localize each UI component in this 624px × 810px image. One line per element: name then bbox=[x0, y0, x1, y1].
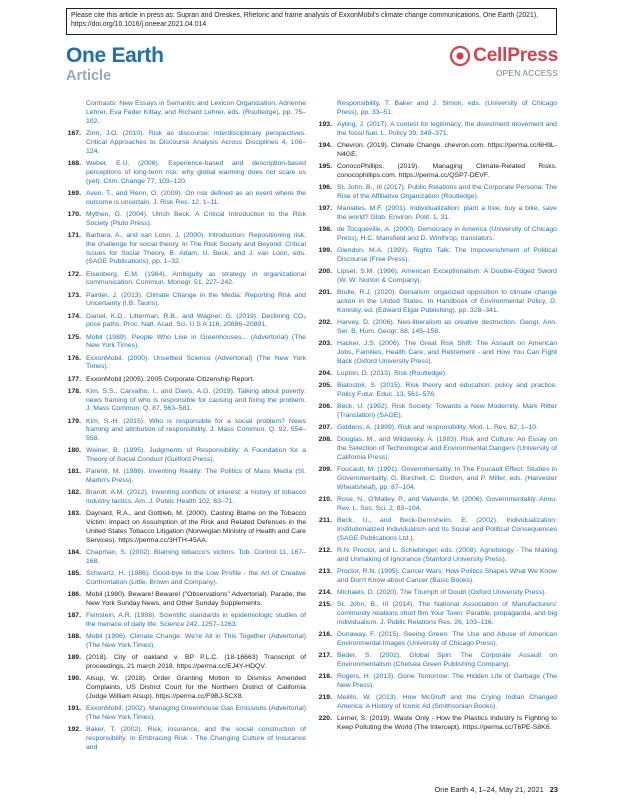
reference-number: 193. bbox=[318, 121, 332, 128]
reference-item bbox=[317, 424, 557, 433]
reference-item bbox=[66, 130, 306, 157]
references-left-column bbox=[66, 100, 306, 756]
reference-item bbox=[66, 292, 306, 310]
reference-number: 199. bbox=[318, 247, 332, 254]
reference-number: 170. bbox=[67, 210, 81, 218]
reference-text[interactable]: Mobil (1996). Climate Change: We're All in This Together (Advertorial) (The New York Times). bbox=[86, 633, 306, 650]
reference-number: 188. bbox=[67, 633, 81, 641]
reference-text[interactable]: St. John, B., III (2014). The National Association of Manufacturers' community relations short film Your Town: Parable, propaganda, and big individualism. J. Public Relations Res. 26, 103–116. bbox=[337, 600, 557, 626]
reference-number: 180. bbox=[67, 447, 81, 455]
reference-text[interactable]: Weiner, B. (1995). Judgments of Responsibility: A Foundation for a Theory of Social Conduct (Guilford Press). bbox=[86, 447, 306, 464]
reference-item bbox=[66, 211, 306, 229]
reference-text[interactable]: Hacker, J.S. (2006). The Great Risk Shift: The Assault on American Jobs, Families, Health Care, and Retirement - and How You Can Fight Back (Oxford University Press). bbox=[337, 339, 557, 365]
reference-number: 168. bbox=[67, 159, 81, 167]
reference-number: 210. bbox=[318, 495, 332, 503]
reference-text[interactable]: Maniates, M.F. (2001). Individualization: plant a tree, buy a bike, save the world? Glob. Environ. Polit. 1, 31. bbox=[337, 205, 557, 221]
reference-item bbox=[317, 517, 557, 544]
reference-text[interactable]: Chapman, S. (2002). Blaming tobacco's victims. Tob. Control 11, 167–168. bbox=[86, 549, 306, 566]
reference-text[interactable]: Lupton, D. (2013). Risk (Routledge). bbox=[337, 369, 447, 377]
reference-text[interactable]: de Tocqueville, A. (2000). Democracy in America (University of Chicago Press), H.C. Mansfield and D. Winthrop, translators. bbox=[337, 226, 557, 242]
reference-text[interactable]: Mobil (1989). People Who Live in Greenhouses... (Advertorial) (The New York Times). bbox=[86, 333, 306, 350]
reference-text[interactable]: Feinstein, A.R. (1988). Scientific standards in epidemiologic studies of the menace of daily life. Science 242, 1257–1263. bbox=[86, 612, 306, 629]
footer-citation: One Earth 4, 1–24, May 21, 2021 bbox=[434, 785, 544, 794]
reference-number: 171. bbox=[67, 231, 81, 239]
reference-number: 214. bbox=[318, 588, 332, 596]
reference-text: (2018). City of oakland v. BP P.L.C. (18-16663) Transcript of proceedings, 21 march 2018. https://perma.cc/EJ4Y-HDQV. bbox=[86, 654, 306, 671]
reference-item bbox=[317, 568, 557, 586]
reference-number: 176. bbox=[67, 354, 81, 362]
reference-text[interactable]: Beck, U., and Beck-Gernsheim, E. (2002). Individualization: Institutionalized Individualism and Its Social and Political Consequences (SAGE Publications Ltd.). bbox=[337, 516, 557, 542]
reference-item bbox=[66, 232, 306, 268]
reference-number: 178. bbox=[67, 387, 81, 395]
reference-item bbox=[66, 654, 306, 672]
reference-text[interactable]: Mythen, G. (2004). Ulrich Beck: A Critical Introduction to the Risk Society (Pluto Press). bbox=[86, 210, 306, 227]
reference-item bbox=[317, 601, 557, 628]
reference-number: 169. bbox=[67, 189, 81, 197]
reference-number: 197. bbox=[318, 205, 332, 212]
reference-item bbox=[317, 121, 557, 139]
reference-item bbox=[66, 468, 306, 486]
reference-number: 218. bbox=[318, 672, 332, 680]
reference-number: 195. bbox=[318, 163, 332, 170]
reference-item bbox=[317, 631, 557, 649]
reference-number: 167. bbox=[67, 129, 81, 137]
reference-number: 196. bbox=[318, 184, 332, 191]
reference-item bbox=[317, 289, 557, 316]
reference-number: 179. bbox=[67, 417, 81, 425]
reference-number: 173. bbox=[67, 291, 81, 299]
reference-text[interactable]: Proctor, R.N. (1995). Cancer Wars: How Politics Shapes What We Know and Don't Know about Cancer (Basic Books). bbox=[337, 567, 557, 584]
reference-item bbox=[66, 160, 306, 187]
reference-text[interactable]: Beder, S. (2002). Global Spin: The Corporate Assault on Environmentalism (Chelsea Green Publishing Company). bbox=[337, 651, 557, 668]
reference-text[interactable]: Aven, T., and Renn, O. (2009). On risk defined as an event where the outcome is uncertain. J. Risk Res. 12, 1–11. bbox=[86, 189, 306, 206]
reference-item bbox=[317, 496, 557, 514]
reference-item bbox=[317, 436, 557, 463]
reference-number: 201. bbox=[318, 289, 332, 296]
reference-item bbox=[317, 547, 557, 565]
reference-number: 174. bbox=[67, 312, 81, 320]
reference-text[interactable]: Barbara, A., and van Loon, J. (2000). Introduction: Repositioning risk; the challenge for social theory. In The Risk Society and Beyond: Critical Issues for Social Theory, B. Adam, U. Beck, and J. van Loon, eds. (SAGE Publications), pp. 1–32. bbox=[86, 231, 306, 266]
page-number: 23 bbox=[549, 785, 558, 794]
reference-item bbox=[66, 705, 306, 723]
reference-number: 211. bbox=[319, 516, 332, 524]
cellpress-icon bbox=[450, 46, 470, 66]
reference-text[interactable]: Daniel, K.D., Litterman, R.B., and Wagner, G. (2019). Declining CO₂ price paths. Proc. Natl. Acad. Sci. U S A 116, 20886–20891. bbox=[86, 312, 306, 329]
reference-text[interactable]: Zinn, J.O. (2010). Risk as discourse: interdisciplinary perspectives. Critical Approaches to Discourse Analysis Across Disciplines 4, 106–124. bbox=[86, 129, 306, 155]
reference-number: 190. bbox=[67, 675, 81, 683]
reference-text[interactable]: Eisenberg, E.M. (1984). Ambiguity as strategy in organizational communication. Commun. Monogr. 51, 227–242. bbox=[86, 270, 306, 287]
reference-text[interactable]: Parenti, M. (1986). Inventing Reality: The Politics of Mass Media (St. Martin's Press). bbox=[86, 468, 306, 485]
reference-number: 186. bbox=[67, 591, 81, 599]
reference-text[interactable]: ExxonMobil. (2000). Unsettled Science (Advertorial) (The New York Times). bbox=[86, 354, 306, 371]
reference-item bbox=[66, 489, 306, 507]
citation-box bbox=[66, 8, 557, 35]
reference-number: 212. bbox=[318, 546, 332, 554]
citation-text: Please cite this article in press as: Supran and Oreskes, Rhetoric and frame analysis of ExxonMobil's climate change communications, One Earth (2021), https://doi.org/10.1016/j.oneear.2021.04.014 bbox=[71, 12, 539, 29]
reference-text[interactable]: Kim, S.S., Carvalho, I., and Davis, A.G. (2019). Talking about poverty: news framing of who is responsible for causing and fixing the problem. J. Mass Commun. Q. 87, 563–581. bbox=[86, 387, 306, 413]
reference-text[interactable]: Beck, U. (1992). Risk Society: Towards a New Modernity. Mark Ritter (Translation) (SAGE). bbox=[337, 402, 557, 419]
reference-item bbox=[66, 355, 306, 373]
reference-text[interactable]: Foucault, M. (1991). Governmentality. In The Foucault Effect: Studies in Governmentality, G. Burchell, C. Gordon, and P. Miller, eds. (Harvester Wheatsheaf), pp. 87–104. bbox=[337, 465, 557, 491]
reference-item bbox=[66, 591, 306, 609]
article-type: Article bbox=[66, 68, 112, 84]
reference-item bbox=[66, 334, 306, 352]
reference-text[interactable]: Baker, T. (2002). Risk, insurance, and the social construction of responsibility. In Embracing Risk - The Changing Culture of Insurance and bbox=[86, 726, 306, 751]
reference-number: 182. bbox=[67, 489, 81, 497]
reference-number: 213. bbox=[318, 567, 332, 575]
reference-item bbox=[66, 313, 306, 331]
reference-number: 208. bbox=[318, 436, 332, 443]
reference-number: 187. bbox=[67, 612, 81, 620]
reference-item bbox=[317, 694, 557, 712]
reference-text: Alsup, W. (2018). Order Granting Motion to Dismiss Amended Complaints, US District Court for the Northern District of California (Judge William Alsup). https://perma.cc/F9BJ-5CX8. bbox=[86, 675, 306, 701]
reference-text[interactable]: Painter, J. (2013). Climate Change in the Media: Reporting Risk and Uncertainty (I.B. Tauris). bbox=[86, 291, 306, 308]
reference-item bbox=[317, 319, 557, 337]
reference-number: 205. bbox=[318, 381, 332, 389]
reference-text[interactable]: Douglas, M., and Wildavsky, A. (1983). Risk and Culture: An Essay on the Selection of Technological and Environmental Dangers (University of California Press). bbox=[337, 436, 557, 461]
reference-number: 215. bbox=[318, 600, 332, 608]
reference-item bbox=[66, 549, 306, 567]
reference-number: 217. bbox=[318, 651, 332, 659]
reference-number: 198. bbox=[318, 226, 332, 233]
reference-text: Lerner, S. (2019). Waste Only - How the Plastics Industry Is Fighting to Keep Polluting the World (The Intercept). https://perma.cc/T6PE-S8K6. bbox=[337, 714, 557, 731]
reference-item bbox=[317, 100, 557, 118]
reference-item bbox=[317, 247, 557, 265]
reference-number: 184. bbox=[67, 549, 81, 557]
reference-number: 220. bbox=[318, 714, 332, 722]
reference-number: 185. bbox=[67, 570, 81, 578]
reference-number: 181. bbox=[67, 468, 81, 476]
reference-text: Chevron. (2019). Climate Change. chevron.com. https://perma.cc/6H9L-N4GE. bbox=[337, 142, 557, 158]
reference-item bbox=[317, 466, 557, 493]
journal-title: One Earth bbox=[66, 44, 164, 67]
publisher-logo bbox=[450, 45, 558, 67]
reference-number: 200. bbox=[318, 268, 332, 275]
reference-item bbox=[317, 268, 557, 286]
reference-item bbox=[317, 652, 557, 670]
reference-item bbox=[317, 370, 557, 379]
references-right-column bbox=[317, 100, 557, 736]
reference-number: 207. bbox=[318, 423, 332, 431]
reference-text[interactable]: Responsibility, T. Baker and J. Simon, eds. (University of Chicago Press), pp. 33–51. bbox=[337, 100, 557, 116]
reference-text[interactable]: Schwartz, H. (1986). Good-bye to the Low Profile - the Art of Creative Confrontation (Little, Brown and Company). bbox=[86, 570, 306, 587]
reference-item bbox=[317, 715, 557, 733]
reference-number: 204. bbox=[318, 369, 332, 377]
reference-text: ExxonMobil (2005). 2005 Corporate Citizenship Report. bbox=[86, 375, 255, 383]
reference-number: 216. bbox=[318, 630, 332, 638]
reference-text[interactable]: Rose, N., O'Malley, P., and Valverde, M. (2006). Governmentality. Annu. Rev. L. Soc. Sci. 2, 83–104. bbox=[337, 495, 557, 512]
reference-item bbox=[66, 510, 306, 546]
reference-text[interactable]: Harvey, D. (2006). Neo-liberalism as creative destruction. Geogr. Ann. Ser. B, Hum. Geogr. 88, 145–158. bbox=[337, 318, 557, 335]
reference-item bbox=[317, 142, 557, 160]
reference-text: Daynard, R.A., and Gottlieb, M. (2000). Casting Blame on the Tobacco Victim: Impact on Assumption of the Risk and Related Defenses in the United States Tobacco Litigation (Norwegian Ministry of Health and Care Services). https://perma.cc/3HTH-45AA. bbox=[86, 510, 306, 545]
reference-number: 206. bbox=[318, 402, 332, 410]
reference-item bbox=[317, 589, 557, 598]
reference-number: 219. bbox=[318, 693, 332, 701]
reference-item bbox=[317, 340, 557, 367]
reference-number: 192. bbox=[67, 726, 81, 734]
reference-text[interactable]: Kim, S.-H. (2015). Who is responsible for a social problem? News framing and attribution of responsibility. J. Mass Commun. Q. 92, 554–558. bbox=[86, 417, 306, 443]
reference-item bbox=[66, 376, 306, 385]
reference-number: 194. bbox=[318, 142, 332, 149]
reference-item bbox=[317, 205, 557, 223]
reference-text[interactable]: Brulle, R.J. (2020). Denialism: organized opposition to climate change action in the United States. In Handbook of Environmental Policy, D. Konisky, ed. (Edward Elgar Publishing), pp. 328–341. bbox=[337, 289, 557, 314]
reference-item bbox=[66, 388, 306, 415]
reference-item bbox=[66, 570, 306, 588]
reference-number: 172. bbox=[67, 270, 81, 278]
reference-number: 175. bbox=[67, 333, 81, 341]
reference-item bbox=[66, 633, 306, 651]
reference-number: 209. bbox=[318, 465, 332, 473]
reference-number: 183. bbox=[67, 510, 81, 518]
reference-number: 203. bbox=[318, 339, 332, 347]
reference-number: 177. bbox=[67, 375, 81, 383]
reference-text[interactable]: R.N. Proctor, and L. Schiebinger, eds. (2008). Agnotology - The Making and Unmaking of Ignorance (Stanford University Press). bbox=[337, 546, 557, 563]
reference-text[interactable]: Bialostok, S. (2015). Risk theory and education: policy and practice. Policy Futur. Educ. 13, 561–576. bbox=[337, 381, 557, 398]
reference-text[interactable]: Contrasts: New Essays in Semantic and Lexicon Organization, Adrienne Lehrer, Eva Feder Kittay, and Richard Lehrer, eds. (Routledge), pp. 75–102. bbox=[86, 100, 306, 125]
reference-item bbox=[317, 382, 557, 400]
reference-text[interactable]: Dunaway, F. (2015). Seeing Green: The Use and Abuse of American Environmental Images (University of Chicago Press). bbox=[337, 630, 557, 647]
reference-text: Mobil (1980). Beware! Beware! ("Observations" Advertorial). Parade, the New York Sunday News, and Other Sunday Supplements. bbox=[86, 591, 306, 608]
reference-text[interactable]: Ayling, J. (2017). A contest for legitimacy: the divestment movement and the fossil fuel. L. Policy 39, 349–371. bbox=[337, 121, 557, 137]
reference-item bbox=[317, 226, 557, 244]
reference-item bbox=[66, 271, 306, 289]
reference-text[interactable]: Weber, E.U. (2006). Experience-based and description-based perceptions of long-term risk: why global warming does not scare us (yet). Clim. Change 77, 103–120. bbox=[86, 159, 306, 185]
reference-item bbox=[66, 612, 306, 630]
reference-text[interactable]: Melillo, W. (2013). How McGruff and the Crying Indian Changed America: A History of Iconic Ad (Smithsonian Books). bbox=[337, 693, 557, 710]
reference-item bbox=[317, 184, 557, 202]
reference-item bbox=[317, 163, 557, 181]
reference-number: 191. bbox=[67, 705, 81, 713]
reference-number: 189. bbox=[67, 654, 81, 662]
reference-text[interactable]: ExxonMobil. (2002). Managing Greenhouse Gas Emissions (Advertorial) (The New York Times). bbox=[86, 705, 306, 722]
reference-item bbox=[66, 726, 306, 753]
reference-text[interactable]: Giddens, A. (1999). Risk and responsibility. Mod. L. Rev. 62, 1–10. bbox=[337, 423, 538, 431]
open-access-label: OPEN ACCESS bbox=[496, 69, 558, 78]
reference-item bbox=[66, 190, 306, 208]
reference-item bbox=[66, 447, 306, 465]
reference-text[interactable]: Rogers, H. (2013). Gone Tomorrow: The Hidden Life of Garbage (The New Press). bbox=[337, 672, 557, 689]
reference-item bbox=[317, 403, 557, 421]
reference-text[interactable]: Lipset, S.M. (1996). American Exceptionalism: A Double-Edged Sword (W. W. Norton & Company). bbox=[337, 268, 557, 284]
reference-text[interactable]: St. John, B., III (2017). Public Relations and the Corporate Persona: The Rise of the Affiliative Organization (Routledge). bbox=[337, 184, 557, 200]
reference-number: 202. bbox=[318, 318, 332, 326]
reference-item bbox=[66, 418, 306, 445]
publisher-name: CellPress bbox=[473, 45, 558, 66]
reference-item bbox=[66, 675, 306, 702]
reference-item bbox=[66, 100, 306, 127]
reference-text[interactable]: Brandt, A.M. (2012). Inventing conflicts of interest: a history of tobacco industry tactics. Am. J. Public Health 102, 63–71. bbox=[86, 489, 306, 506]
reference-item bbox=[317, 673, 557, 691]
reference-text[interactable]: Glendon, M.A. (1993). Rights Talk: The Impoverishment of Political Discourse (Free Press). bbox=[337, 247, 557, 263]
reference-text[interactable]: Michaels, D. (2020). The Triumph of Doubt (Oxford University Press). bbox=[337, 588, 547, 596]
reference-text: ConocoPhillips. (2019). Managing Climate-Related Risks. conocophillips.com. https://perma.cc/QSP7-DEVF. bbox=[337, 163, 557, 179]
page-footer bbox=[434, 785, 558, 794]
